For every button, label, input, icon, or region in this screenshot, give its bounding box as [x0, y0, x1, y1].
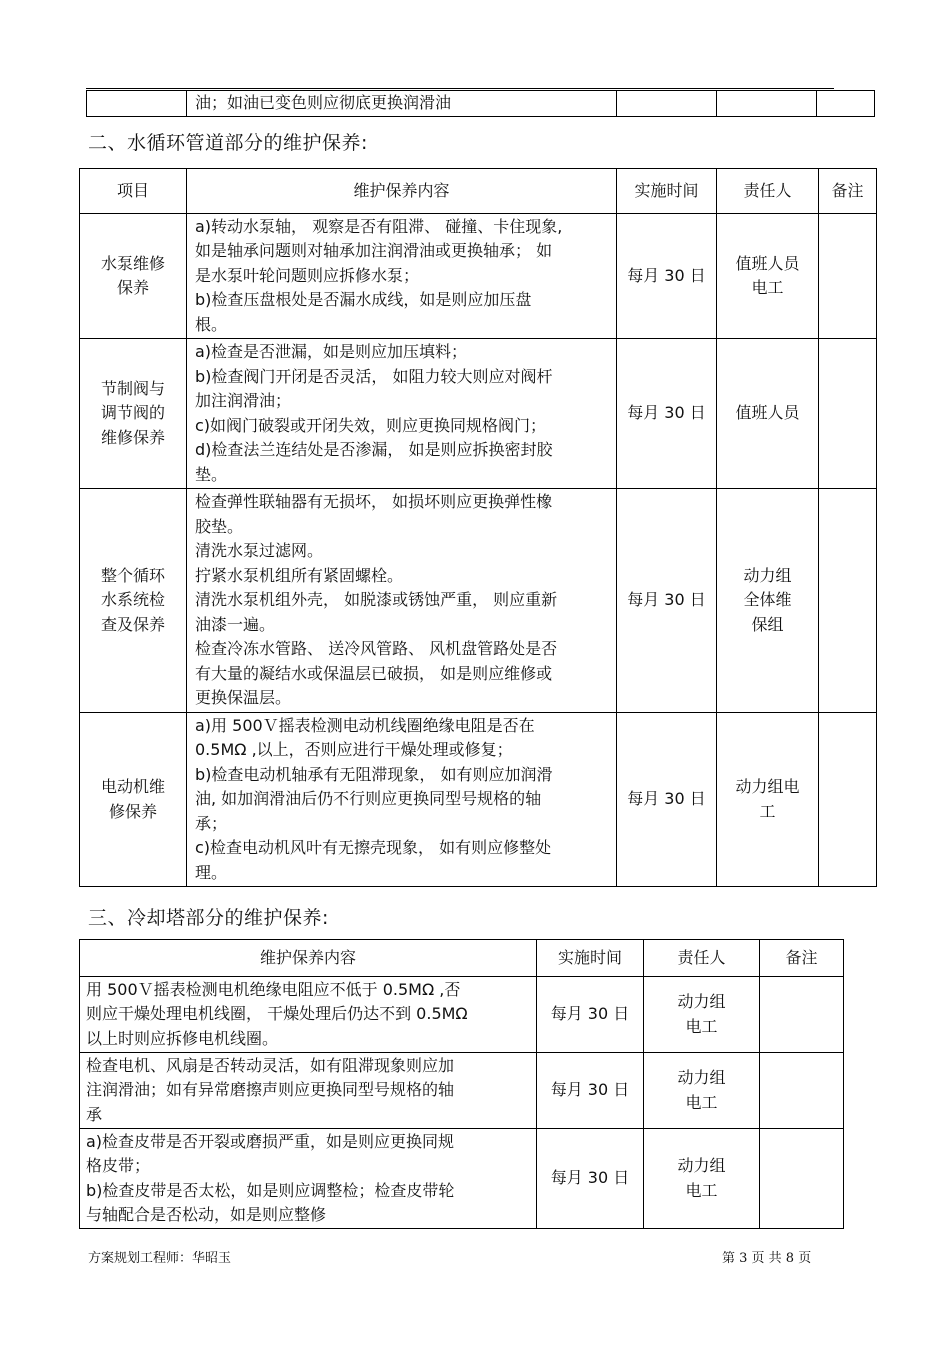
- cell-person: [644, 977, 760, 1053]
- table-header-row: [80, 940, 844, 977]
- cell-item: [80, 214, 187, 339]
- content-line: a)转动水泵轴， 观察是否有阻滞、 碰撞、卡住现象,: [195, 216, 563, 236]
- content-line: 垫。: [195, 464, 228, 484]
- content-line: 则应干燥处理电机线圈， 干燥处理后仍达不到 0.5MΩ: [86, 1004, 468, 1024]
- cell-time: 每月 30 日: [537, 1053, 644, 1129]
- content-line: 根。: [195, 314, 228, 334]
- cell-person: [717, 489, 819, 713]
- content-line: 承；: [195, 813, 228, 833]
- item-label: 水泵维修保养: [100, 253, 165, 297]
- cell-content: [80, 1053, 537, 1129]
- content-line: b)检查电动机轴承有无阻滞现象， 如有则应加润滑: [195, 764, 553, 784]
- cell-person: [644, 1129, 760, 1229]
- table-row: [80, 339, 877, 489]
- cell-note: [817, 91, 875, 117]
- section3-heading: 三、冷却塔部分的维护保养:: [88, 907, 329, 929]
- content-line: 检查电机、风扇是否转动灵活，如有阻滞现象则应加: [86, 1055, 455, 1075]
- footer-left: 方案规划工程师：华昭玉: [88, 1251, 232, 1266]
- content-line: a)检查皮带是否开裂或磨损严重，如是则应更换同规: [86, 1131, 455, 1151]
- cell-content: [187, 489, 617, 713]
- cell-person: [644, 1053, 760, 1129]
- content-line: 是水泵叶轮问题则应拆修水泵；: [195, 265, 420, 285]
- cell-note: [819, 489, 877, 713]
- content-line: 理。: [195, 862, 228, 882]
- content-line: 注润滑油；如有异常磨擦声则应更换同型号规格的轴: [86, 1080, 455, 1100]
- person-label: 动力组电工: [677, 1156, 726, 1200]
- content-line: 油漆一遍。: [195, 614, 276, 634]
- content-line: b)检查皮带是否太松，如是则应调整检；检查皮带轮: [86, 1180, 455, 1200]
- content-line: 用 500Ｖ摇表检测电机绝缘电阻应不低于 0.5MΩ ,否: [86, 979, 461, 999]
- cell-note: [819, 214, 877, 339]
- item-label: 节制阀与调节阀的维修保养: [100, 378, 165, 447]
- content-line: 更换保温层。: [195, 688, 292, 708]
- table-header-row: [80, 169, 877, 214]
- content-line: 格皮带；: [86, 1156, 151, 1175]
- content-line: a)检查是否泄漏，如是则应加压填料；: [195, 342, 468, 361]
- header-item: 项目: [80, 169, 187, 214]
- cell-note: [760, 1129, 844, 1229]
- content-line: 胶垫。: [195, 516, 244, 536]
- table-row: [80, 977, 844, 1053]
- cell-content: [187, 713, 617, 887]
- content-line: 如是轴承问题则对轴承加注润滑油或更换轴承； 如: [195, 241, 553, 261]
- content-line: 有大量的凝结水或保温层已破损， 如是则应维修或: [195, 663, 553, 683]
- table-row: [80, 489, 877, 713]
- content-line: 以上时则应拆修电机线圈。: [86, 1028, 279, 1048]
- content-line: 0.5MΩ ,以上，否则应进行干燥处理或修复；: [195, 740, 513, 760]
- cell-time: 每月 30 日: [617, 339, 717, 489]
- cell-note: [819, 713, 877, 887]
- cell-time: 每月 30 日: [537, 1129, 644, 1229]
- content-line: 加注润滑油；: [195, 391, 292, 410]
- cell-item: [80, 713, 187, 887]
- header-content: 维护保养内容: [80, 940, 537, 977]
- table-row: [87, 91, 875, 117]
- content-line: b)检查压盘根处是否漏水成线，如是则应加压盘: [195, 290, 532, 310]
- person-label: 值班人员电工: [735, 253, 800, 297]
- cell-person: [717, 339, 819, 489]
- cell-content: 油；如油已变色则应彻底更换润滑油: [187, 91, 617, 117]
- header-person: 责任人: [717, 169, 819, 214]
- cell-time: 每月 30 日: [617, 489, 717, 713]
- cell-note: [760, 977, 844, 1053]
- content-line: 与轴配合是否松动，如是则应整修: [86, 1205, 327, 1224]
- item-label: 整个循环水系统检查及保养: [100, 565, 165, 634]
- cell-person: [717, 214, 819, 339]
- header-note: 备注: [760, 940, 844, 977]
- table-row: [80, 713, 877, 887]
- top-rule: [86, 88, 834, 89]
- content-line: b)检查阀门开闭是否灵活， 如阻力较大则应对阀杆: [195, 366, 553, 386]
- table-row: [80, 1053, 844, 1129]
- content-line: c)检查电动机风叶有无擦壳现象， 如有则应修整处: [195, 838, 552, 858]
- content-line: 检查冷冻水管路、 送冷风管路、 风机盘管路处是否: [195, 639, 558, 659]
- person-label: 动力组全体维保组: [743, 565, 792, 634]
- cell-time: 每月 30 日: [617, 214, 717, 339]
- item-label: 电动机维修保养: [100, 777, 165, 821]
- content-line: d)检查法兰连结处是否渗漏， 如是则应拆换密封胶: [195, 440, 553, 459]
- cell-note: [760, 1053, 844, 1129]
- content-line: 拧紧水泵机组所有紧固螺栓。: [195, 565, 404, 585]
- content-line: 油, 如加润滑油后仍不行则应更换同型号规格的轴: [195, 789, 542, 809]
- water-circulation-table: [79, 168, 877, 887]
- content-line: 清洗水泵机组外壳， 如脱漆或锈蚀严重， 则应重新: [195, 590, 558, 610]
- content-line: 承: [86, 1104, 103, 1124]
- cell-item: [80, 489, 187, 713]
- content-line: 检查弹性联轴器有无损坏， 如损坏则应更换弹性橡: [195, 492, 553, 512]
- cell-content: [80, 1129, 537, 1229]
- table-row: [80, 1129, 844, 1229]
- content-line: c)如阀门破裂或开闭失效，则应更换同规格阀门；: [195, 415, 547, 435]
- person-label: 动力组电工: [677, 992, 726, 1036]
- cell-time: [617, 91, 717, 117]
- header-content: 维护保养内容: [187, 169, 617, 214]
- cell-content: [187, 214, 617, 339]
- continued-table: [86, 90, 875, 117]
- cell-time: 每月 30 日: [537, 977, 644, 1053]
- cell-person: [717, 91, 817, 117]
- person-label: 值班人员: [735, 403, 800, 423]
- cell-item: [80, 339, 187, 489]
- cooling-tower-table: [79, 939, 844, 1229]
- header-person: 责任人: [644, 940, 760, 977]
- cell-item: [87, 91, 187, 117]
- cell-note: [819, 339, 877, 489]
- content-line: a)用 500Ｖ摇表检测电动机线圈绝缘电阻是否在: [195, 715, 535, 735]
- cell-content: [187, 339, 617, 489]
- table-row: [80, 214, 877, 339]
- header-note: 备注: [819, 169, 877, 214]
- cell-time: 每月 30 日: [617, 713, 717, 887]
- cell-content: [80, 977, 537, 1053]
- header-time: 实施时间: [617, 169, 717, 214]
- content-line: 清洗水泵过滤网。: [195, 541, 324, 561]
- section2-heading: 二、水循环管道部分的维护保养:: [88, 132, 368, 154]
- cell-person: [717, 713, 819, 887]
- header-time: 实施时间: [537, 940, 644, 977]
- person-label: 动力组电工: [677, 1068, 726, 1112]
- person-label: 动力组电工: [735, 777, 800, 821]
- footer-right: 第 3 页 共 8 页: [722, 1251, 812, 1266]
